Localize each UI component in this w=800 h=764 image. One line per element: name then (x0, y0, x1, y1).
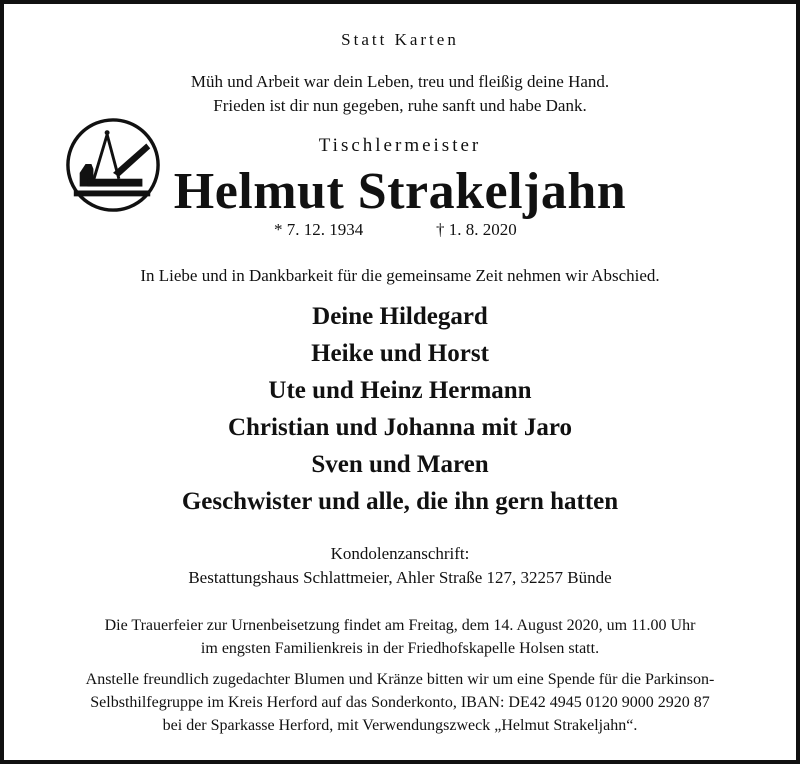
verse-line: Frieden ist dir nun gegeben, ruhe sanft und habe Dank. (213, 96, 587, 115)
donation-line: bei der Sparkasse Herford, mit Verwendungszweck „Helmut Strakeljahn“. (162, 717, 638, 734)
mourner-line: Heike und Horst (311, 340, 489, 367)
deceased-name: Helmut Strakeljahn (173, 163, 627, 220)
farewell-intro: In Liebe und in Dankbarkeit für die gemeinsame Zeit nehmen wir Abschied. (140, 266, 660, 285)
mourners-list (4, 298, 796, 520)
death-date: † 1. 8. 2020 (436, 220, 517, 239)
service-line: im engsten Familienkreis in der Friedhofskapelle Holsen statt. (200, 640, 600, 657)
notice-header: Statt Karten (341, 30, 459, 49)
mourner-line: Christian und Johanna mit Jaro (227, 414, 573, 441)
mourner-line: Sven und Maren (311, 451, 489, 478)
mourner-line: Geschwister und alle, die ihn gern hatten (181, 488, 619, 515)
funeral-service-info (4, 614, 796, 660)
donation-line: Anstelle freundlich zugedachter Blumen und Kränze bitten wir um eine Spende für die Parkinson- (85, 671, 715, 688)
service-line: Die Trauerfeier zur Urnenbeisetzung findet am Freitag, dem 14. August 2020, um 11.00 Uhr (104, 617, 696, 634)
verse-line: Müh und Arbeit war dein Leben, treu und fleißig deine Hand. (190, 72, 610, 91)
birth-date: * 7. 12. 1934 (274, 220, 364, 239)
condolence-address: Bestattungshaus Schlattmeier, Ahler Straße 127, 32257 Bünde (188, 568, 612, 587)
donation-request (4, 668, 796, 737)
mourner-line: Deine Hildegard (312, 303, 488, 330)
condolence-address-block (4, 542, 796, 590)
donation-line: Selbsthilfegruppe im Kreis Herford auf das Sonderkonto, IBAN: DE42 4945 0120 9000 2920 87 (90, 694, 710, 711)
memorial-verse (4, 70, 796, 118)
mourner-line: Ute und Heinz Hermann (268, 377, 532, 404)
condolence-label: Kondolenzanschrift: (330, 544, 470, 563)
profession-title: Tischlermeister (318, 135, 482, 156)
